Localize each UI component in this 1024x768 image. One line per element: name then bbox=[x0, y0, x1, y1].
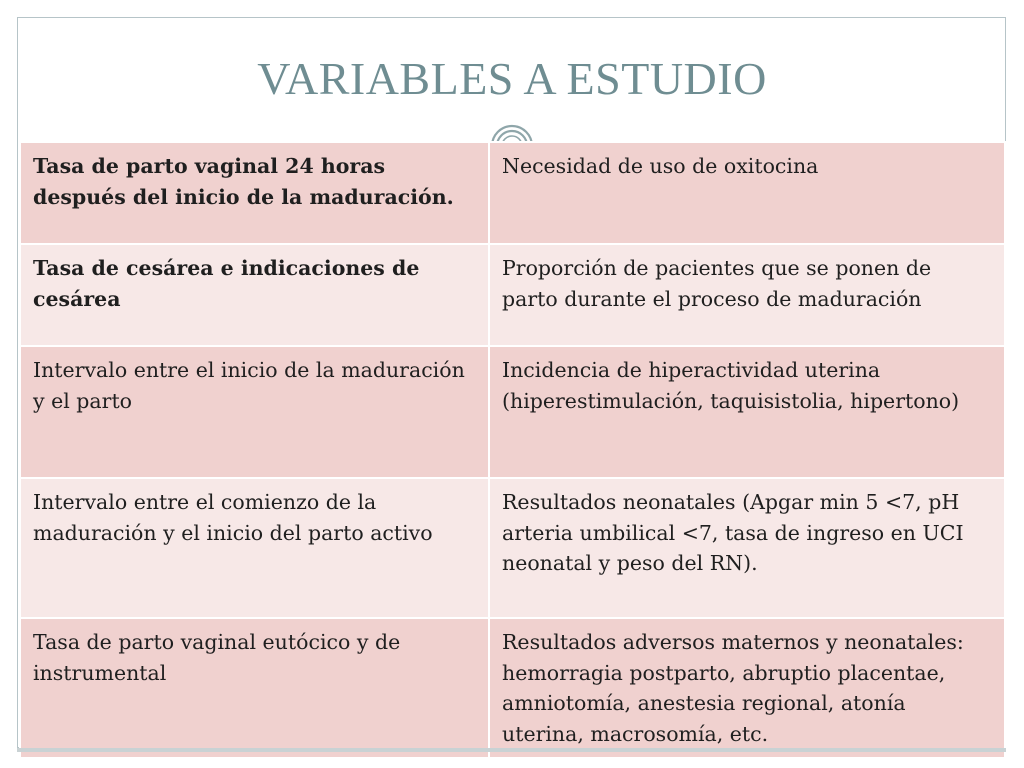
table-cell-right: Necesidad de uso de oxitocina bbox=[489, 142, 1005, 244]
table-cell-left: Tasa de cesárea e indicaciones de cesárea bbox=[20, 244, 489, 346]
table-cell-left: Tasa de parto vaginal eutócico y de instrumental bbox=[20, 618, 489, 758]
table-cell-right: Resultados adversos maternos y neonatales: hemorragia postparto, abruptio placentae, amniotomía, anestesia regional, atonía uterina, macrosomía, etc. bbox=[489, 618, 1005, 758]
table-cell-right: Incidencia de hiperactividad uterina (hiperestimulación, taquisistolia, hipertono) bbox=[489, 346, 1005, 478]
table-cell-right: Resultados neonatales (Apgar min 5 <7, pH arteria umbilical <7, tasa de ingreso en UCI neonatal y peso del RN). bbox=[489, 478, 1005, 618]
table-cell-left: Intervalo entre el comienzo de la maduración y el inicio del parto activo bbox=[20, 478, 489, 618]
table-row bbox=[20, 244, 1005, 346]
table-cell-left: Tasa de parto vaginal 24 horas después del inicio de la maduración. bbox=[20, 142, 489, 244]
slide-title: VARIABLES A ESTUDIO bbox=[257, 53, 767, 104]
table-row bbox=[20, 478, 1005, 618]
slide-bottom-strip bbox=[17, 748, 1006, 752]
table-row bbox=[20, 618, 1005, 758]
table-row bbox=[20, 142, 1005, 244]
table-row bbox=[20, 346, 1005, 478]
table-cell-left: Intervalo entre el inicio de la maduración y el parto bbox=[20, 346, 489, 478]
table-cell-right: Proporción de pacientes que se ponen de parto durante el proceso de maduración bbox=[489, 244, 1005, 346]
variables-table bbox=[19, 141, 1006, 759]
